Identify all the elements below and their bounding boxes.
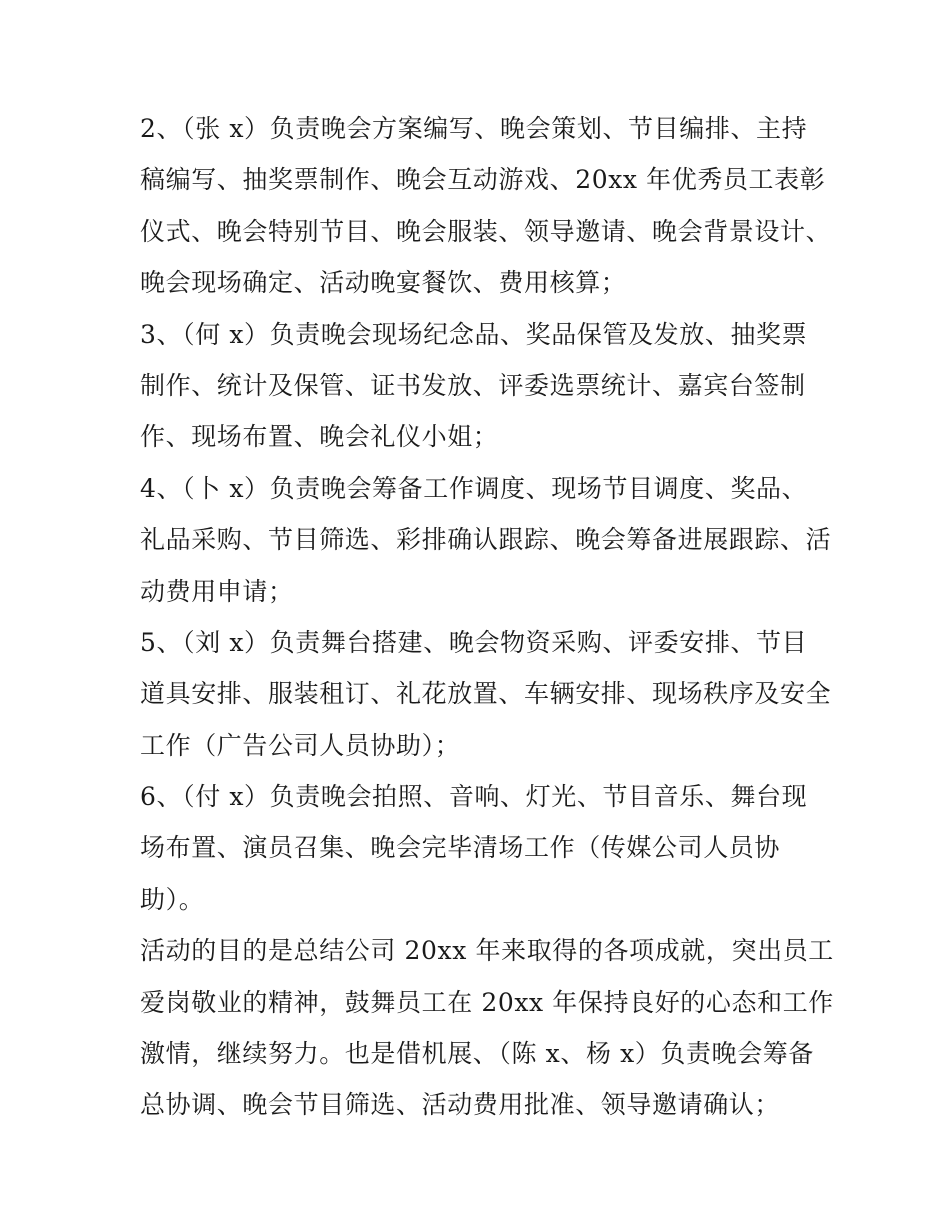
text-line: 工作（广告公司人员协助）； xyxy=(140,730,461,760)
document-body xyxy=(140,103,834,1131)
text-line: 3、（何 x）负责晚会现场纪念品、奖品保管及发放、抽奖票 xyxy=(140,319,808,349)
text-line: 稿编写、抽奖票制作、晚会互动游戏、20xx 年优秀员工表彰 xyxy=(140,165,826,195)
text-line: 仪式、晚会特别节目、晚会服装、领导邀请、晚会背景设计、 xyxy=(140,216,832,246)
text-line: 激情，继续努力。也是借机展、（陈 x、杨 x）负责晚会筹备 xyxy=(140,1039,814,1069)
text-line: 6、（付 x）负责晚会拍照、音响、灯光、节目音乐、舞台现 xyxy=(140,782,808,812)
text-line: 助）。 xyxy=(140,884,205,914)
text-line: 活动的目的是总结公司 20xx 年来取得的各项成就，突出员工 xyxy=(140,936,834,966)
text-line: 礼品采购、节目筛选、彩排确认跟踪、晚会筹备进展跟踪、活 xyxy=(140,525,832,555)
text-line: 场布置、演员召集、晚会完毕清场工作（传媒公司人员协 xyxy=(140,833,781,863)
text-line: 总协调、晚会节目筛选、活动费用批准、领导邀请确认； xyxy=(140,1090,781,1120)
text-line: 制作、统计及保管、证书发放、评委选票统计、嘉宾台签制 xyxy=(140,370,806,400)
text-line: 2、（张 x）负责晚会方案编写、晚会策划、节目编排、主持 xyxy=(140,114,808,143)
text-line: 晚会现场确定、活动晚宴餐饮、费用核算； xyxy=(140,268,627,298)
text-line: 动费用申请； xyxy=(140,576,294,606)
text-line: 4、（卜 x）负责晚会筹备工作调度、现场节目调度、奖品、 xyxy=(140,473,808,503)
text-line: 爱岗敬业的精神，鼓舞员工在 20xx 年保持良好的心态和工作 xyxy=(140,987,834,1017)
text-line: 道具安排、服装租订、礼花放置、车辆安排、现场秩序及安全 xyxy=(140,679,832,709)
text-line: 5、（刘 x）负责舞台搭建、晚会物资采购、评委安排、节目 xyxy=(140,627,808,657)
text-line: 作、现场布置、晚会礼仪小姐； xyxy=(140,422,499,452)
